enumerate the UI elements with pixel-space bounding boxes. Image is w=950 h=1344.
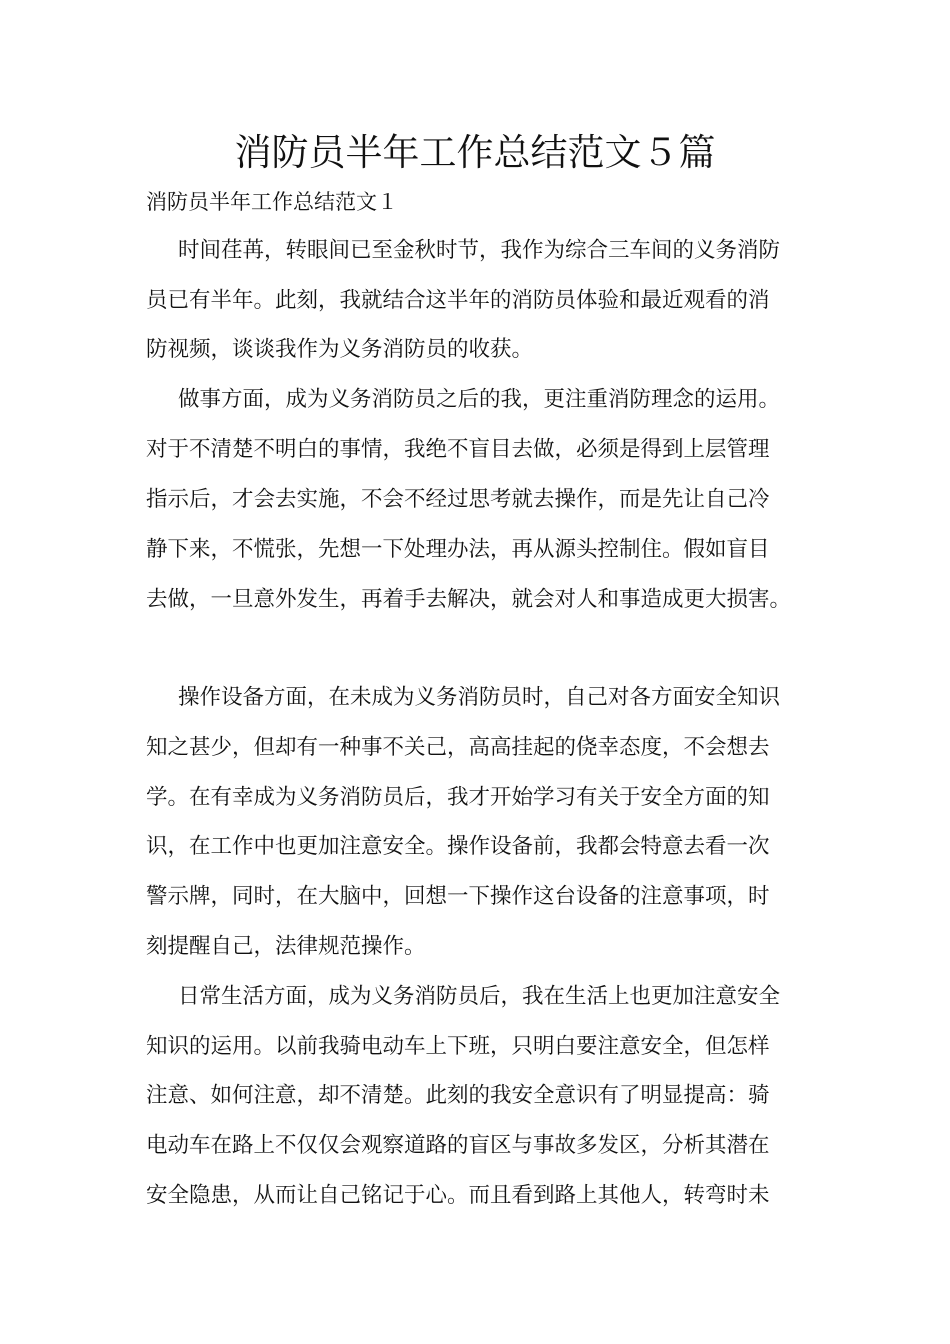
- document-title: 消防员半年工作总结范文５篇: [234, 131, 716, 174]
- text-line: 警示牌，同时，在大脑中，回想一下操作这台设备的注意事项，时: [146, 884, 770, 909]
- document-subtitle: 消防员半年工作总结范文１: [146, 190, 398, 214]
- text-line: 对于不清楚不明白的事情，我绝不盲目去做，必须是得到上层管理: [146, 437, 770, 462]
- text-line: 安全隐患，从而让自己铭记于心。而且看到路上其他人，转弯时未: [146, 1183, 770, 1208]
- text-line: 电动车在路上不仅仅会观察道路的盲区与事故多发区，分析其潜在: [146, 1133, 770, 1158]
- text-line: 指示后，才会去实施，不会不经过思考就去操作，而是先让自己冷: [146, 487, 770, 512]
- text-line: 识，在工作中也更加注意安全。操作设备前，我都会特意去看一次: [146, 834, 770, 859]
- text-line: 做事方面，成为义务消防员之后的我，更注重消防理念的运用。: [178, 387, 781, 412]
- text-line: 操作设备方面，在未成为义务消防员时，自己对各方面安全知识: [178, 685, 781, 710]
- text-line: 去做，一旦意外发生，再着手去解决，就会对人和事造成更大损害。: [146, 587, 792, 612]
- text-line: 注意、如何注意，却不清楚。此刻的我安全意识有了明显提高：骑: [146, 1083, 770, 1108]
- text-line: 防视频，谈谈我作为义务消防员的收获。: [146, 337, 534, 362]
- text-line: 静下来，不慌张，先想一下处理办法，再从源头控制住。假如盲目: [146, 537, 770, 562]
- text-line: 知之甚少，但却有一种事不关己，高高挂起的侥幸态度，不会想去: [146, 735, 770, 760]
- text-line: 知识的运用。以前我骑电动车上下班，只明白要注意安全，但怎样: [146, 1034, 770, 1059]
- text-line: 时间荏苒，转眼间已至金秋时节，我作为综合三车间的义务消防: [178, 238, 781, 263]
- text-line: 学。在有幸成为义务消防员后，我才开始学习有关于安全方面的知: [146, 785, 770, 810]
- text-line: 员已有半年。此刻，我就结合这半年的消防员体验和最近观看的消: [146, 288, 770, 313]
- text-line: 刻提醒自己，法律规范操作。: [146, 934, 426, 959]
- text-line: 日常生活方面，成为义务消防员后，我在生活上也更加注意安全: [178, 984, 781, 1009]
